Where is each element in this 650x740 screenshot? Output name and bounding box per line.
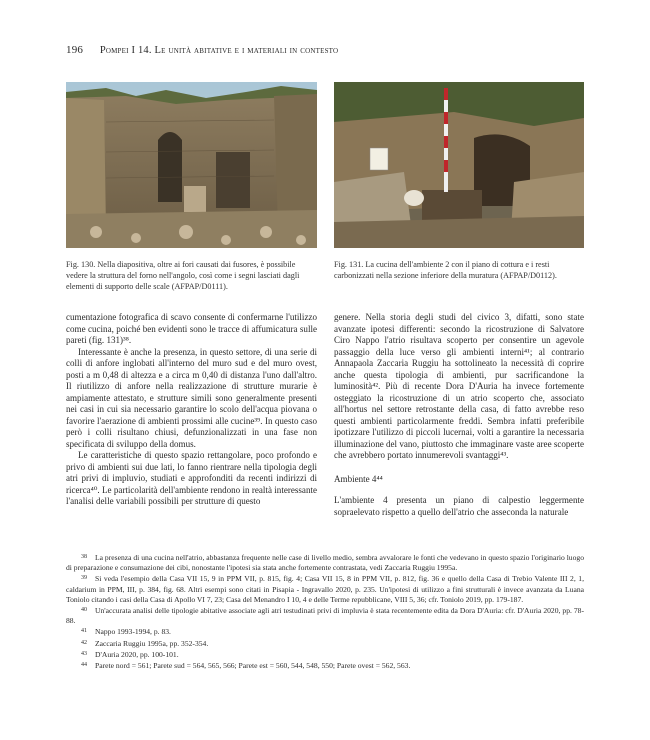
footnote	[66, 638, 584, 649]
paragraph: genere. Nella storia degli studi del civico 3, difatti, sono state avanzate ipotesi differenti: secondo la ricostruzione di Salvatore Ciro Nappo l'atrio risultava scoperto per consentire un agevole passaggio della luce verso gli ambienti interni⁴¹; al contrario Annapaola Zaccaria Ruggiu ha sottolineato la necessità di coprire anche questa tipologia di ambienti, pur sacrificandone la luminosità⁴². Più di recente Dora D'Auria ha invece fortemente osteggiato la ricostruzione di un atrio scoperto che, associato all'hortus nel settore retrostante della casa, di fatto avrebbe reso questi ambienti particolarmente freddi. Sembra infatti preferibile ipotizzare l'utilizzo di piccoli lucernai, volti a garantire la necessaria illuminazione del vano, piuttosto che immaginare vaste aree scoperte che avrebbero portato innumerevoli svantaggi⁴³.	[334, 312, 584, 460]
footnote	[66, 605, 584, 626]
figure-130-photo	[66, 82, 317, 248]
figure-131-caption: Fig. 131. La cucina dell'ambiente 2 con il piano di cottura e i resti carbonizzati nella sezione inferiore della muratura (AFPAP/D0112).	[334, 260, 557, 280]
page-number: 196	[66, 44, 84, 56]
footnote-number: 38	[81, 554, 87, 560]
footnote	[66, 552, 584, 573]
footnote-number: 44	[81, 662, 87, 669]
paragraph: L'ambiente 4 presenta un piano di calpestio leggermente sopraelevato rispetto a quello dell'atrio che asseconda la naturale	[334, 495, 584, 517]
footnote-number: 43	[81, 650, 87, 657]
running-header	[66, 44, 338, 56]
footnote-text: Un'accurata analisi delle tipologie abitative associate agli atri testudinati privi di impluvia è stata recentemente edita da Dora D'Auria: cfr. D'Auria 2020, pp. 78-88.	[66, 606, 584, 626]
footnote	[66, 573, 584, 605]
footnote-number: 41	[81, 628, 87, 635]
footnotes	[66, 552, 584, 671]
footnote-number: 39	[81, 575, 87, 582]
footnote	[66, 649, 584, 660]
footnote-text: Zaccaria Ruggiu 1995a, pp. 352-354.	[95, 638, 209, 648]
text-column-right	[334, 312, 584, 518]
paragraph: cumentazione fotografica di scavo consente di confermarne l'utilizzo come cucina, poiché ben evidenti sono le tracce di affumicatura sulle pareti (fig. 131)³⁸.	[66, 312, 317, 345]
footnote-text: Parete nord = 561; Parete sud = 564, 565, 566; Parete est = 560, 544, 548, 550; Parete ovest = 562, 563.	[95, 661, 411, 671]
footnote	[66, 626, 584, 637]
footnote-text: Nappo 1993-1994, p. 83.	[95, 627, 171, 637]
footnote-text: Si veda l'esempio della Casa VII 15, 9 in PPM VII, p. 815, fig. 4; Casa VII 15, 8 in PPM VII, p. 812, fig. 36 e quello della Casa di Trebio Valente III 2, 1, caldarium in PPM, III, p. 384, fig. 68. Altri esempi sono citati in Pisapia - Ingravallo 2020, p. 235. Un'ipotesi di utilizzo a fini strutturali è invece avanzata da Luana Toniolo citando i casi della Casa di Apollo VI 7, 23; Casa del Menandro I 10, 4 e delle Terme repubblicane, VIII 5, 36; cfr. Toniolo 2019, pp. 179-187.	[66, 574, 584, 604]
footnote-number: 42	[81, 639, 87, 646]
footnote-number: 40	[81, 607, 87, 614]
text-column-left	[66, 312, 317, 508]
section-heading: Ambiente 4⁴⁴	[334, 473, 383, 484]
paragraph: Le caratteristiche di questo spazio rettangolare, poco profondo e privo di ambienti sui due lati, lo fanno rientrare nella tipologia degli atri privi di impluvio, studiati e approfonditi da recenti indirizzi di ricerca⁴⁰. Le particolarità dell'ambiente rendono in realtà interessante l'analisi delle variabili possibili per strutture di questo	[66, 450, 317, 506]
footnote-text: D'Auria 2020, pp. 100-101.	[95, 649, 179, 659]
footnote-text: La presenza di una cucina nell'atrio, abbastanza frequente nelle case di livello medio, sembra avvalorare le fonti che vedevano in questo spazio l'originario luogo di preparazione e consumazione dei cibi, nonostante l'ipotesi sia stata anche fortemente contrastata, vedi Zaccaria Ruggiu 1995a.	[66, 553, 584, 573]
figure-130-caption: Fig. 130. Nella diapositiva, oltre ai fori causati dai fusores, è possibile vedere la struttura del forno nell'angolo, così come i segni lasciati dagli elementi di supporto delle scale (AFPAP/D0111).	[66, 260, 300, 291]
footnote	[66, 660, 584, 671]
paragraph: Interessante è anche la presenza, in questo settore, di una serie di colli di anfore inglobati all'interno del muro sud e del muro ovest, posti a m 0,48 di altezza e a circa m 0,40 di distanza l'uno dall'altro. Il riutilizzo di anfore nella realizzazione di strutture murarie è ampiamente attestato, e strutture simili sono generalmente presenti nei casi in cui sia necessario garantire lo scolo dell'acqua piovana o favorire l'aerazione di ambienti prossimi alle cucine³⁹. In questo caso però i colli risultano chiusi, defunzionalizzati in una fase non specificata di sviluppo della domus.	[66, 346, 317, 449]
figure-131-photo	[334, 82, 584, 248]
running-title: Pompei I 14. Le unità abitative e i materiali in contesto	[99, 45, 339, 56]
